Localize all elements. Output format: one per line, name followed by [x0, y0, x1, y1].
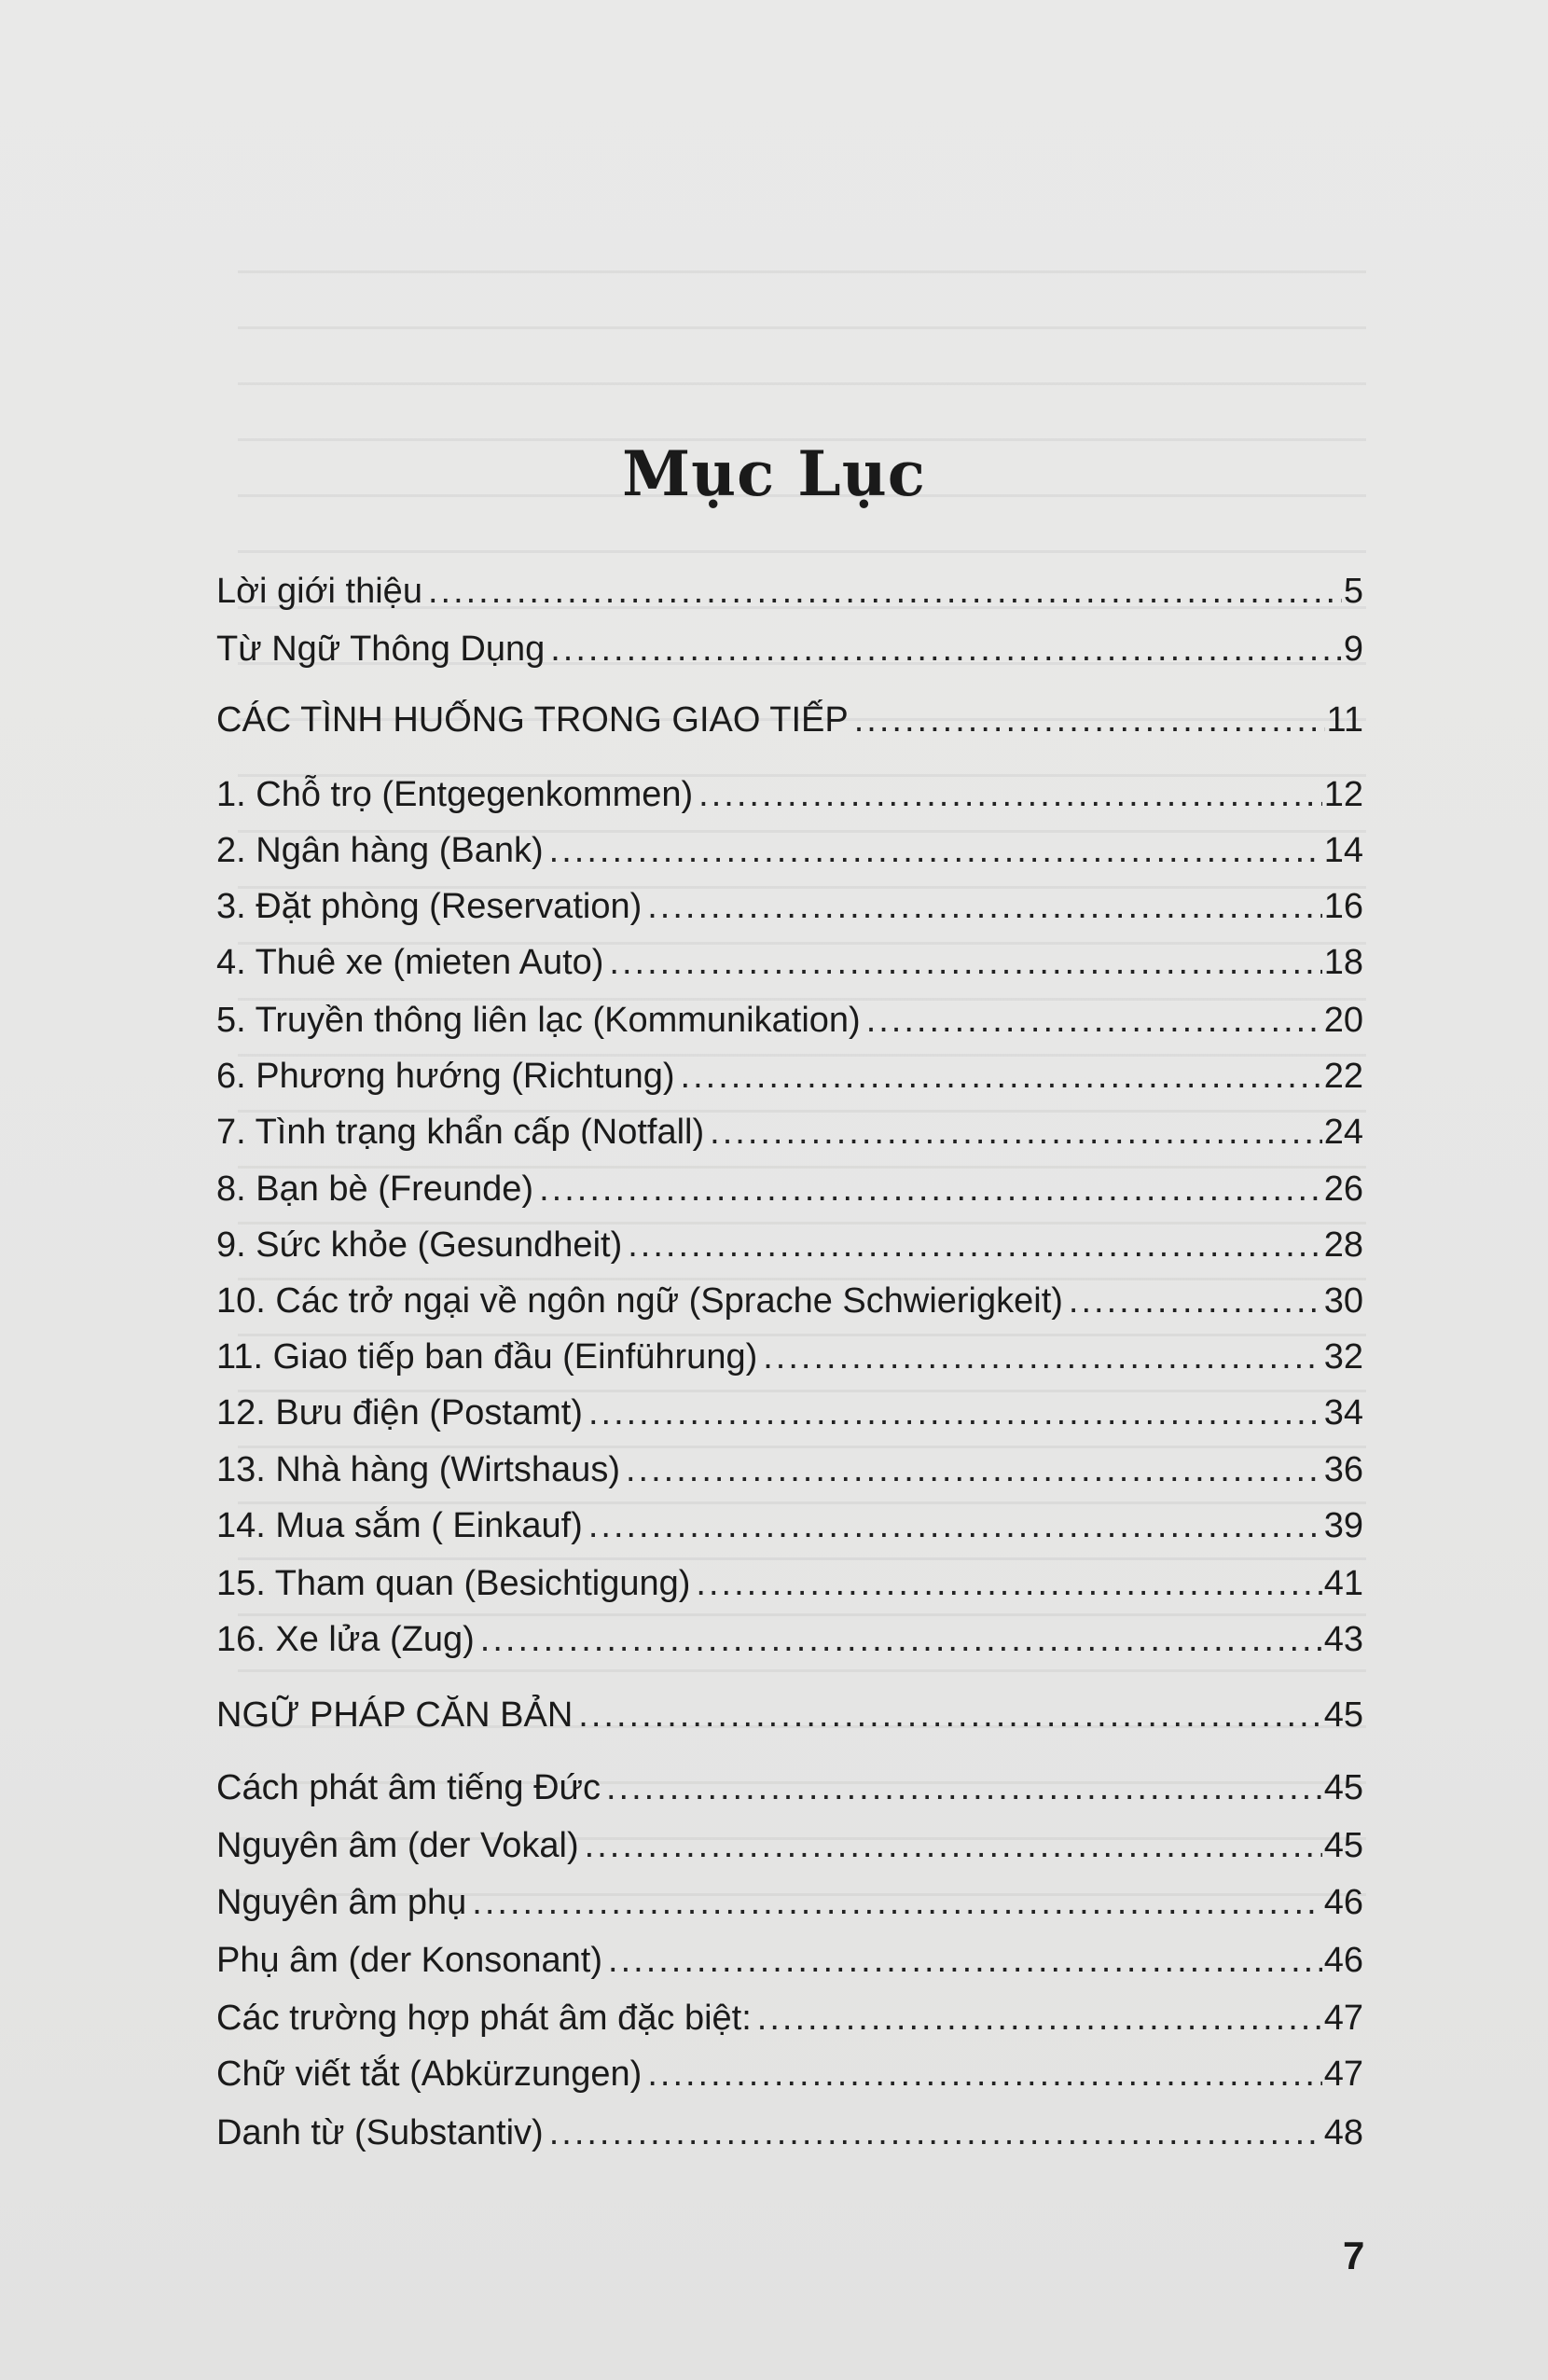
dot-leader: [628, 1225, 1322, 1266]
toc-entry: [216, 1999, 1363, 2045]
dot-leader: [539, 1169, 1322, 1210]
toc-entry-page: 34: [1323, 1393, 1363, 1432]
toc-entry: [216, 1393, 1363, 1440]
dot-leader: [1069, 1281, 1322, 1321]
toc-entry-page: 32: [1323, 1337, 1363, 1377]
toc-entry-label: CÁC TÌNH HUỐNG TRONG GIAO TIẾP: [216, 700, 849, 740]
dot-leader: [606, 1768, 1322, 1808]
toc-entry-label: 12. Bưu điện (Postamt): [216, 1393, 583, 1432]
toc-entry-label: 11. Giao tiếp ban đầu (Einführung): [216, 1337, 758, 1377]
dot-leader: [647, 2055, 1321, 2095]
toc-entry-page: 28: [1323, 1225, 1363, 1265]
toc-entry: [216, 2113, 1363, 2160]
toc-entry-label: Cách phát âm tiếng Đức: [216, 1768, 601, 1807]
dot-leader: [578, 1695, 1321, 1736]
dot-leader: [763, 1337, 1321, 1377]
toc-entry: [216, 831, 1363, 878]
toc-entry-label: Danh từ (Substantiv): [216, 2113, 544, 2152]
toc-entry: [216, 943, 1363, 989]
dot-leader: [480, 1620, 1322, 1660]
toc-entry-page: 12: [1323, 775, 1363, 814]
toc-entry-label: Lời giới thiệu: [216, 572, 422, 611]
toc-entry: [216, 1057, 1363, 1103]
toc-entry: [216, 572, 1363, 618]
toc-entry-page: 46: [1323, 1941, 1363, 1980]
toc-entry-label: 8. Bạn bè (Freunde): [216, 1169, 534, 1209]
dot-leader: [698, 775, 1322, 815]
toc-entry-page: 43: [1323, 1620, 1363, 1659]
toc-entry-label: Các trường hợp phát âm đặc biệt:: [216, 1999, 752, 2038]
toc-entry: [216, 1281, 1363, 1328]
toc-entry-page: 45: [1323, 1768, 1363, 1807]
dot-leader: [696, 1564, 1321, 1604]
toc-entry-label: 13. Nhà hàng (Wirtshaus): [216, 1450, 620, 1489]
toc-entry: [216, 2055, 1363, 2101]
toc-entry: [216, 1113, 1363, 1159]
toc-entry-page: 30: [1323, 1281, 1363, 1321]
dot-leader: [472, 1883, 1321, 1923]
dot-leader: [549, 2113, 1322, 2153]
toc-entry: [216, 887, 1363, 934]
toc-entry-label: Nguyên âm phụ: [216, 1883, 467, 1922]
dot-leader: [710, 1113, 1322, 1153]
toc-entry-page: 5: [1343, 572, 1363, 611]
toc-entry-label: 5. Truyền thông liên lạc (Kommunikation): [216, 1001, 861, 1040]
toc-entry: [216, 1564, 1363, 1611]
toc-entry: [216, 1695, 1363, 1742]
toc-entry-label: 1. Chỗ trọ (Entgegenkommen): [216, 775, 694, 814]
toc-entry-page: 45: [1323, 1695, 1363, 1735]
dot-leader: [588, 1506, 1322, 1546]
toc-entry-label: 14. Mua sắm ( Einkauf): [216, 1506, 583, 1545]
dot-leader: [681, 1057, 1322, 1097]
toc-entry-label: 6. Phương hướng (Richtung): [216, 1057, 675, 1096]
toc-entry: [216, 1826, 1363, 1873]
toc-entry-page: 9: [1343, 630, 1363, 669]
dot-leader: [647, 887, 1321, 927]
toc-entry: [216, 1225, 1363, 1272]
toc-entry-label: Chữ viết tắt (Abkürzungen): [216, 2055, 643, 2094]
dot-leader: [428, 572, 1342, 612]
toc-entry: [216, 1337, 1363, 1384]
toc-entry-page: 18: [1323, 943, 1363, 982]
toc-entry: [216, 1506, 1363, 1553]
dot-leader: [585, 1826, 1322, 1866]
dot-leader: [854, 700, 1325, 740]
toc-entry-page: 46: [1323, 1883, 1363, 1922]
dot-leader: [608, 1941, 1322, 1981]
toc-entry-label: 3. Đặt phòng (Reservation): [216, 887, 643, 926]
toc-entry: [216, 1941, 1363, 1987]
toc-entry-label: 2. Ngân hàng (Bank): [216, 831, 544, 870]
toc-entry-page: 11: [1326, 700, 1363, 740]
toc-entry-label: 7. Tình trạng khẩn cấp (Notfall): [216, 1113, 705, 1152]
dot-leader: [549, 831, 1322, 871]
toc-entry-page: 48: [1323, 2113, 1363, 2152]
dot-leader: [866, 1001, 1322, 1041]
toc-entry: [216, 1620, 1363, 1667]
toc-entry-page: 47: [1323, 2055, 1363, 2094]
toc-entry-label: Từ Ngữ Thông Dụng: [216, 630, 546, 669]
toc-entry-label: Nguyên âm (der Vokal): [216, 1826, 579, 1865]
toc-entry-page: 26: [1323, 1169, 1363, 1209]
page-number: 7: [1343, 2234, 1365, 2277]
toc-entry: [216, 775, 1363, 822]
toc-entry: [216, 630, 1363, 676]
toc-entry: [216, 700, 1363, 747]
toc-entry-page: 24: [1323, 1113, 1363, 1152]
dot-leader: [757, 1999, 1322, 2039]
toc-entry: [216, 1450, 1363, 1497]
dot-leader: [626, 1450, 1322, 1490]
toc-entry-label: Phụ âm (der Konsonant): [216, 1941, 603, 1980]
toc-entry-label: 4. Thuê xe (mieten Auto): [216, 943, 604, 982]
toc-entry-page: 20: [1323, 1001, 1363, 1040]
toc-entry-label: 9. Sức khỏe (Gesundheit): [216, 1225, 623, 1265]
toc-entry: [216, 1883, 1363, 1930]
toc-entry-page: 16: [1323, 887, 1363, 926]
page-title: Mục Lục: [622, 437, 926, 511]
toc-entry: [216, 1169, 1363, 1216]
toc-entry: [216, 1001, 1363, 1047]
toc-entry-label: 16. Xe lửa (Zug): [216, 1620, 475, 1659]
dot-leader: [550, 630, 1342, 670]
toc-entry-page: 14: [1323, 831, 1363, 870]
toc-entry-label: 15. Tham quan (Besichtigung): [216, 1564, 691, 1603]
toc-entry-page: 22: [1323, 1057, 1363, 1096]
toc-entry: [216, 1768, 1363, 1815]
toc-entry-page: 39: [1323, 1506, 1363, 1545]
toc-entry-page: 45: [1323, 1826, 1363, 1865]
toc-entry-page: 41: [1323, 1564, 1363, 1603]
dot-leader: [588, 1393, 1322, 1433]
toc-entry-page: 47: [1323, 1999, 1363, 2038]
toc-entry-page: 36: [1323, 1450, 1363, 1489]
dot-leader: [609, 943, 1321, 983]
toc-entry-label: NGỮ PHÁP CĂN BẢN: [216, 1695, 574, 1735]
toc-entry-label: 10. Các trở ngại về ngôn ngữ (Sprache Schwierigkeit): [216, 1281, 1063, 1321]
